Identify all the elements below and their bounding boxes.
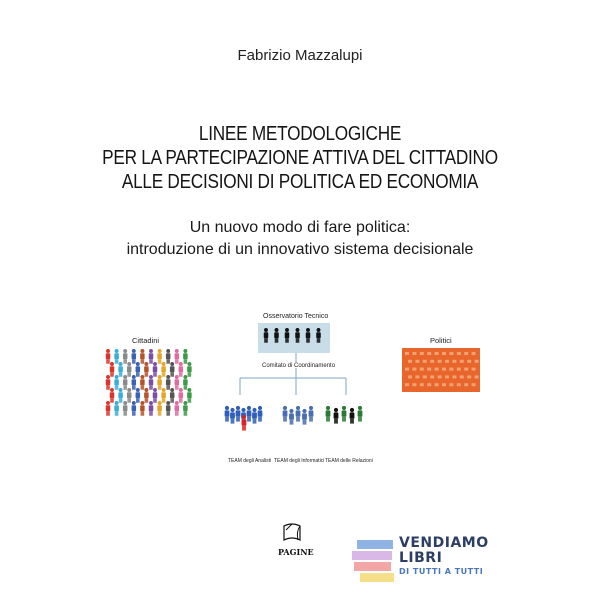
- title-line-1: LINEE METODOLOGICHE: [198, 123, 402, 145]
- connector-lines: [240, 353, 346, 395]
- citizens-crowd-illustration: [106, 349, 192, 416]
- brand-tagline: DI TUTTI A TUTTI: [399, 567, 484, 576]
- title-line-2: PER LA PARTECIPAZIONE ATTIVA DEL CITTADINO: [102, 147, 498, 169]
- team-analisti-label: TEAM degli Analisti: [228, 458, 272, 464]
- publisher-name: PAGINE: [278, 547, 314, 557]
- vendiamo-libri-books-logo: [352, 540, 394, 582]
- brand-line-1: VENDIAMO: [399, 535, 489, 551]
- politici-label: Politici: [430, 336, 452, 345]
- cittadini-label: Cittadini: [132, 336, 160, 345]
- team-analisti-illustration: [225, 406, 263, 431]
- committee-label: Comitato di Coordinamento: [262, 363, 336, 369]
- publisher-book-icon: [284, 524, 300, 540]
- subtitle-line-1: Un nuovo modo di fare politica:: [189, 219, 411, 236]
- title-line-3: ALLE DECISIONI DI POLITICA ED ECONOMIA: [121, 171, 479, 193]
- team-relazioni-label: TEAM delle Relazioni: [325, 458, 373, 464]
- vendiamo-libri-brand: [399, 536, 489, 578]
- subtitle-line-2: introduzione di un innovativo sistema decisionale: [126, 241, 474, 258]
- brand-line-2: LIBRI: [399, 550, 443, 566]
- observatory-label: Osservatorio Tecnico: [263, 313, 329, 320]
- team-relazioni-illustration: [326, 406, 363, 424]
- team-informatici-illustration: [283, 406, 314, 425]
- team-informatici-label: TEAM degli Informatici: [274, 458, 325, 464]
- author-name: Fabrizio Mazzalupi: [237, 47, 363, 64]
